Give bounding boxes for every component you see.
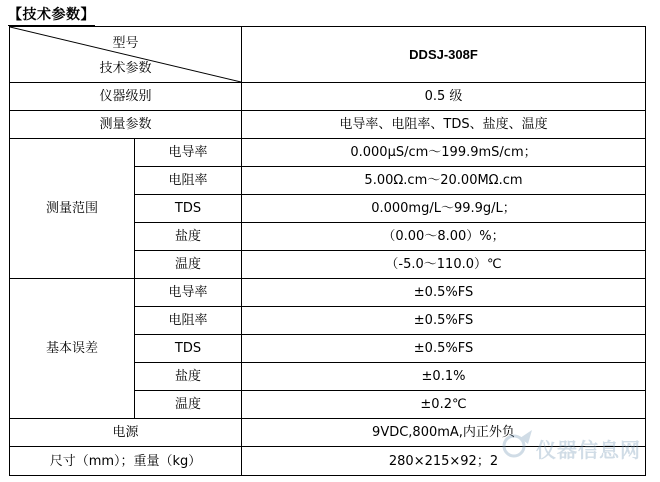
header-row [10,27,646,83]
range-item-name: 温度 [135,251,242,279]
range-item-name: TDS [135,195,242,223]
header-diagonal-cell [10,27,242,83]
grade-value: 0.5 级 [242,83,646,111]
error-item-value: ±0.5%FS [242,279,646,307]
table-row [10,83,646,111]
error-item-value: ±0.5%FS [242,335,646,363]
spec-table [9,26,646,476]
table-row [10,139,646,167]
table-row [10,419,646,447]
error-item-name: 盐度 [135,363,242,391]
range-item-value: 5.00Ω.cm～20.00MΩ.cm [242,167,646,195]
range-item-value: 0.000mg/L～99.9g/L； [242,195,646,223]
error-item-name: 电导率 [135,279,242,307]
range-item-value: （-5.0～110.0）℃ [242,251,646,279]
error-item-value: ±0.1% [242,363,646,391]
range-item-name: 电导率 [135,139,242,167]
table-row [10,279,646,307]
model-value: DDSJ-308F [242,27,646,83]
range-item-name: 电阻率 [135,167,242,195]
range-item-name: 盐度 [135,223,242,251]
table-row [10,447,646,476]
range-item-value: 0.000μS/cm～199.9mS/cm； [242,139,646,167]
param-label: 技术参数 [99,61,152,76]
power-label: 电源 [10,419,242,447]
error-item-value: ±0.5%FS [242,307,646,335]
model-label: 型号 [112,36,139,51]
error-group-label: 基本误差 [10,279,135,419]
error-item-value: ±0.2℃ [242,391,646,419]
range-group-label: 测量范围 [10,139,135,279]
params-label: 测量参数 [10,111,242,139]
grade-label: 仪器级别 [10,83,242,111]
power-value: 9VDC,800mA,内正外负 [242,419,646,447]
size-label: 尺寸（mm）；重量（kg） [10,447,242,476]
error-item-name: 电阻率 [135,307,242,335]
range-item-value: （0.00～8.00）%； [242,223,646,251]
error-item-name: 温度 [135,391,242,419]
watermark-text: 仪器信息网 [536,438,641,462]
size-value: 280×215×92；2 [242,447,646,476]
params-value: 电导率、电阻率、TDS、盐度、温度 [242,111,646,139]
error-item-name: TDS [135,335,242,363]
section-heading: 【技术参数】 [8,4,95,26]
table-row [10,111,646,139]
